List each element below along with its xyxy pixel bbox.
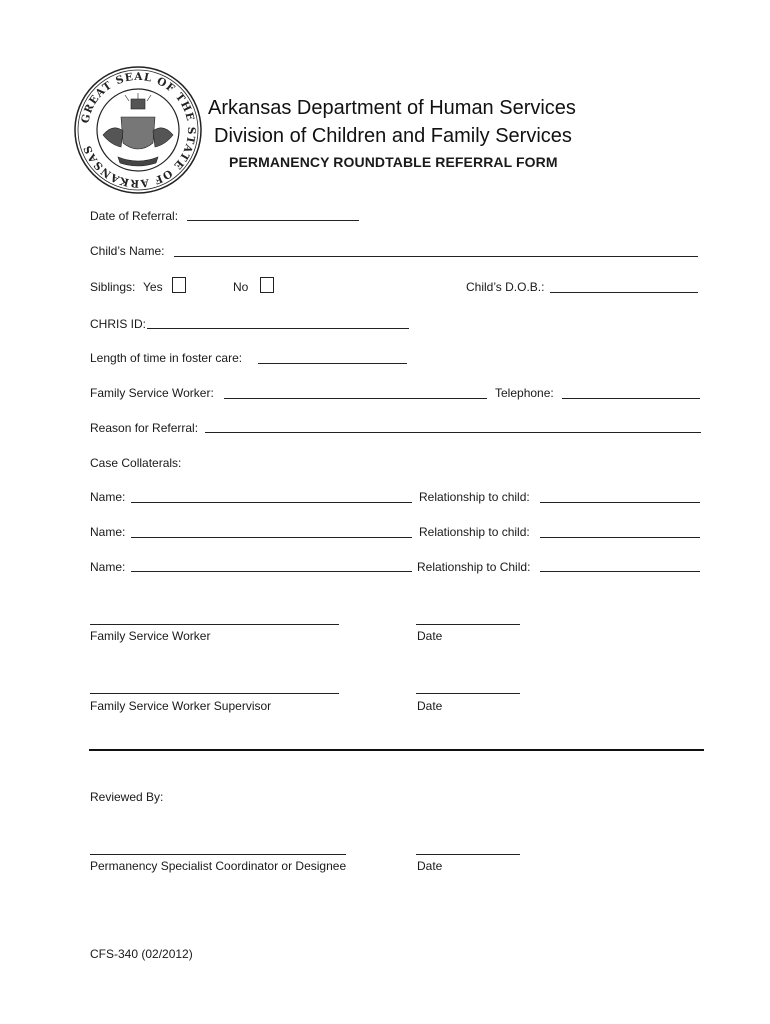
coordinator-signature-label: Permanency Specialist Coordinator or Designee: [90, 859, 347, 873]
collateral-name-field[interactable]: [131, 502, 412, 503]
fsw-signature-line[interactable]: [90, 624, 339, 625]
collateral-relationship-field[interactable]: [540, 571, 700, 572]
siblings-yes-label: Yes: [143, 280, 163, 294]
supervisor-date-line[interactable]: [416, 693, 520, 694]
fsw-field[interactable]: [224, 398, 487, 399]
childs-dob-label: Child’s D.O.B.:: [466, 280, 545, 294]
length-in-care-label: Length of time in foster care:: [90, 351, 243, 365]
collateral-relationship-field[interactable]: [540, 502, 700, 503]
section-divider: [89, 749, 704, 751]
childs-name-field[interactable]: [174, 256, 698, 257]
reason-field[interactable]: [205, 432, 701, 433]
reviewed-by-label: Reviewed By:: [90, 790, 164, 804]
supervisor-signature-line[interactable]: [90, 693, 339, 694]
collateral-name-label: Name:: [90, 560, 126, 574]
supervisor-signature-label: Family Service Worker Supervisor: [90, 699, 272, 713]
coordinator-date-line[interactable]: [416, 854, 520, 855]
collateral-relationship-label: Relationship to child:: [419, 525, 530, 539]
telephone-field[interactable]: [562, 398, 700, 399]
collateral-name-label: Name:: [90, 490, 126, 504]
childs-dob-field[interactable]: [550, 292, 698, 293]
collateral-name-field[interactable]: [131, 537, 412, 538]
length-in-care-field[interactable]: [258, 363, 407, 364]
telephone-label: Telephone:: [495, 386, 554, 400]
collateral-name-field[interactable]: [131, 571, 412, 572]
coordinator-date-label: Date: [417, 859, 443, 873]
supervisor-date-label: Date: [417, 699, 443, 713]
case-collaterals-label: Case Collaterals:: [90, 456, 182, 470]
state-seal-logo: [73, 65, 203, 195]
form-title: PERMANENCY ROUNDTABLE REFERRAL FORM: [229, 154, 558, 170]
collateral-relationship-field[interactable]: [540, 537, 700, 538]
form-number: CFS-340 (02/2012): [90, 947, 193, 961]
siblings-label: Siblings:: [90, 280, 136, 294]
collateral-relationship-label: Relationship to child:: [419, 490, 530, 504]
chris-id-field[interactable]: [147, 328, 409, 329]
agency-name: Arkansas Department of Human Services: [208, 97, 576, 119]
chris-id-label: CHRIS ID:: [90, 317, 147, 331]
siblings-no-label: No: [233, 280, 249, 294]
division-name: Division of Children and Family Services: [214, 125, 572, 147]
reason-label: Reason for Referral:: [90, 421, 199, 435]
childs-name-label: Child’s Name:: [90, 244, 165, 258]
collateral-relationship-label: Relationship to Child:: [417, 560, 531, 574]
siblings-yes-checkbox[interactable]: [172, 277, 186, 293]
fsw-date-line[interactable]: [416, 624, 520, 625]
date-of-referral-label: Date of Referral:: [90, 209, 179, 223]
svg-text:GREAT SEAL OF THE STATE OF ARK: GREAT SEAL OF THE STATE OF ARKANSAS: [79, 70, 198, 190]
collateral-name-label: Name:: [90, 525, 126, 539]
fsw-signature-label: Family Service Worker: [90, 629, 211, 643]
coordinator-signature-line[interactable]: [90, 854, 346, 855]
fsw-label: Family Service Worker:: [90, 386, 214, 400]
siblings-no-checkbox[interactable]: [260, 277, 274, 293]
date-of-referral-field[interactable]: [187, 220, 359, 221]
fsw-date-label: Date: [417, 629, 443, 643]
